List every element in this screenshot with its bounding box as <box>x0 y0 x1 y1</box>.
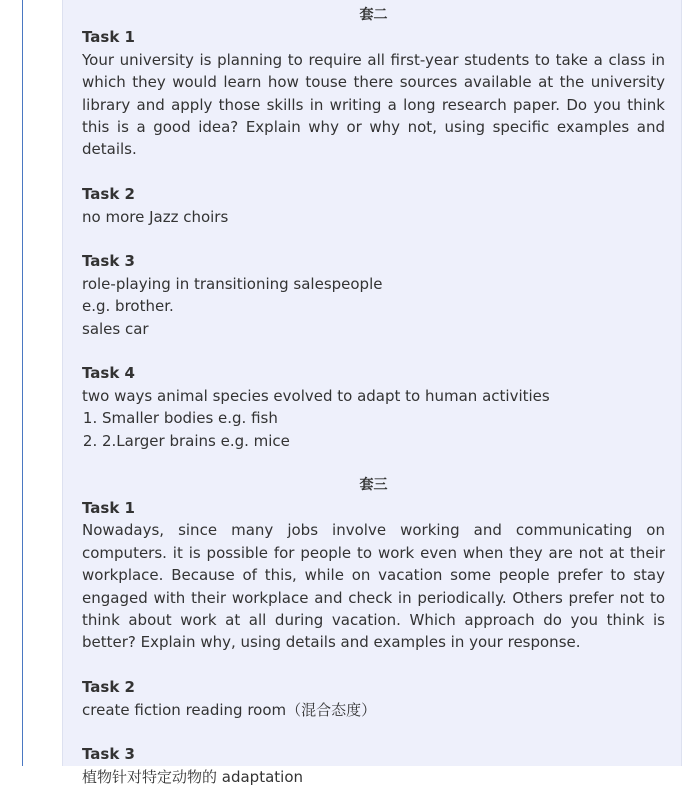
spacer <box>82 228 665 250</box>
set2-task3-line: e.g. brother. <box>82 297 174 316</box>
spacer <box>82 452 665 474</box>
set3-task1-text: Nowadays, since many jobs involve working and communicating on computers. it is possible for people to work even when they are not at their workplace. Because of this, while on vacation some people prefer to stay engaged with their workplace and check in periodically. Others prefer not to think about work at all during vacation. Which approach do you think is better? Explain why, using details and examples in your response. <box>82 521 665 652</box>
set3-task2-line: create fiction reading room（混合态度） <box>82 700 377 719</box>
set2-title: 套二 <box>359 7 388 23</box>
set2-task1-text: Your university is planning to require all first-year students to take a class in which they would learn how touse there sources available at the university library and apply those skills in writing a long research paper. Do you think this is a good idea? Explain why or why not, using specific examples and details. <box>82 50 665 159</box>
set3-title: 套三 <box>359 477 388 494</box>
set2-task4-list <box>82 407 665 452</box>
set3-task3-heading: Task 3 <box>82 745 135 764</box>
set2-task3-heading: Task 3 <box>82 252 135 271</box>
list-item: 1. Smaller bodies e.g. fish <box>102 407 665 429</box>
spacer <box>82 161 665 183</box>
set2-task4-intro: two ways animal species evolved to adapt to human activities <box>82 386 550 405</box>
set2-task3-line: role-playing in transitioning salespeople <box>82 274 383 293</box>
list-item: 2. 2.Larger brains e.g. mice <box>102 430 665 452</box>
spacer <box>82 340 665 362</box>
set2-task3-line: sales car <box>82 319 149 338</box>
set2-task1-heading: Task 1 <box>82 28 135 47</box>
spacer <box>82 654 665 676</box>
left-border-line <box>22 0 23 766</box>
set3-task3-line: 植物针对特定动物的 adaptation <box>82 767 304 786</box>
article-body <box>82 4 665 788</box>
set2-task2-line: no more Jazz choirs <box>82 207 229 226</box>
set3-task2-heading: Task 2 <box>82 678 135 697</box>
set2-task4-heading: Task 4 <box>82 364 135 383</box>
set3-task1-heading: Task 1 <box>82 498 135 517</box>
spacer <box>82 721 665 743</box>
set2-task2-heading: Task 2 <box>82 185 135 204</box>
